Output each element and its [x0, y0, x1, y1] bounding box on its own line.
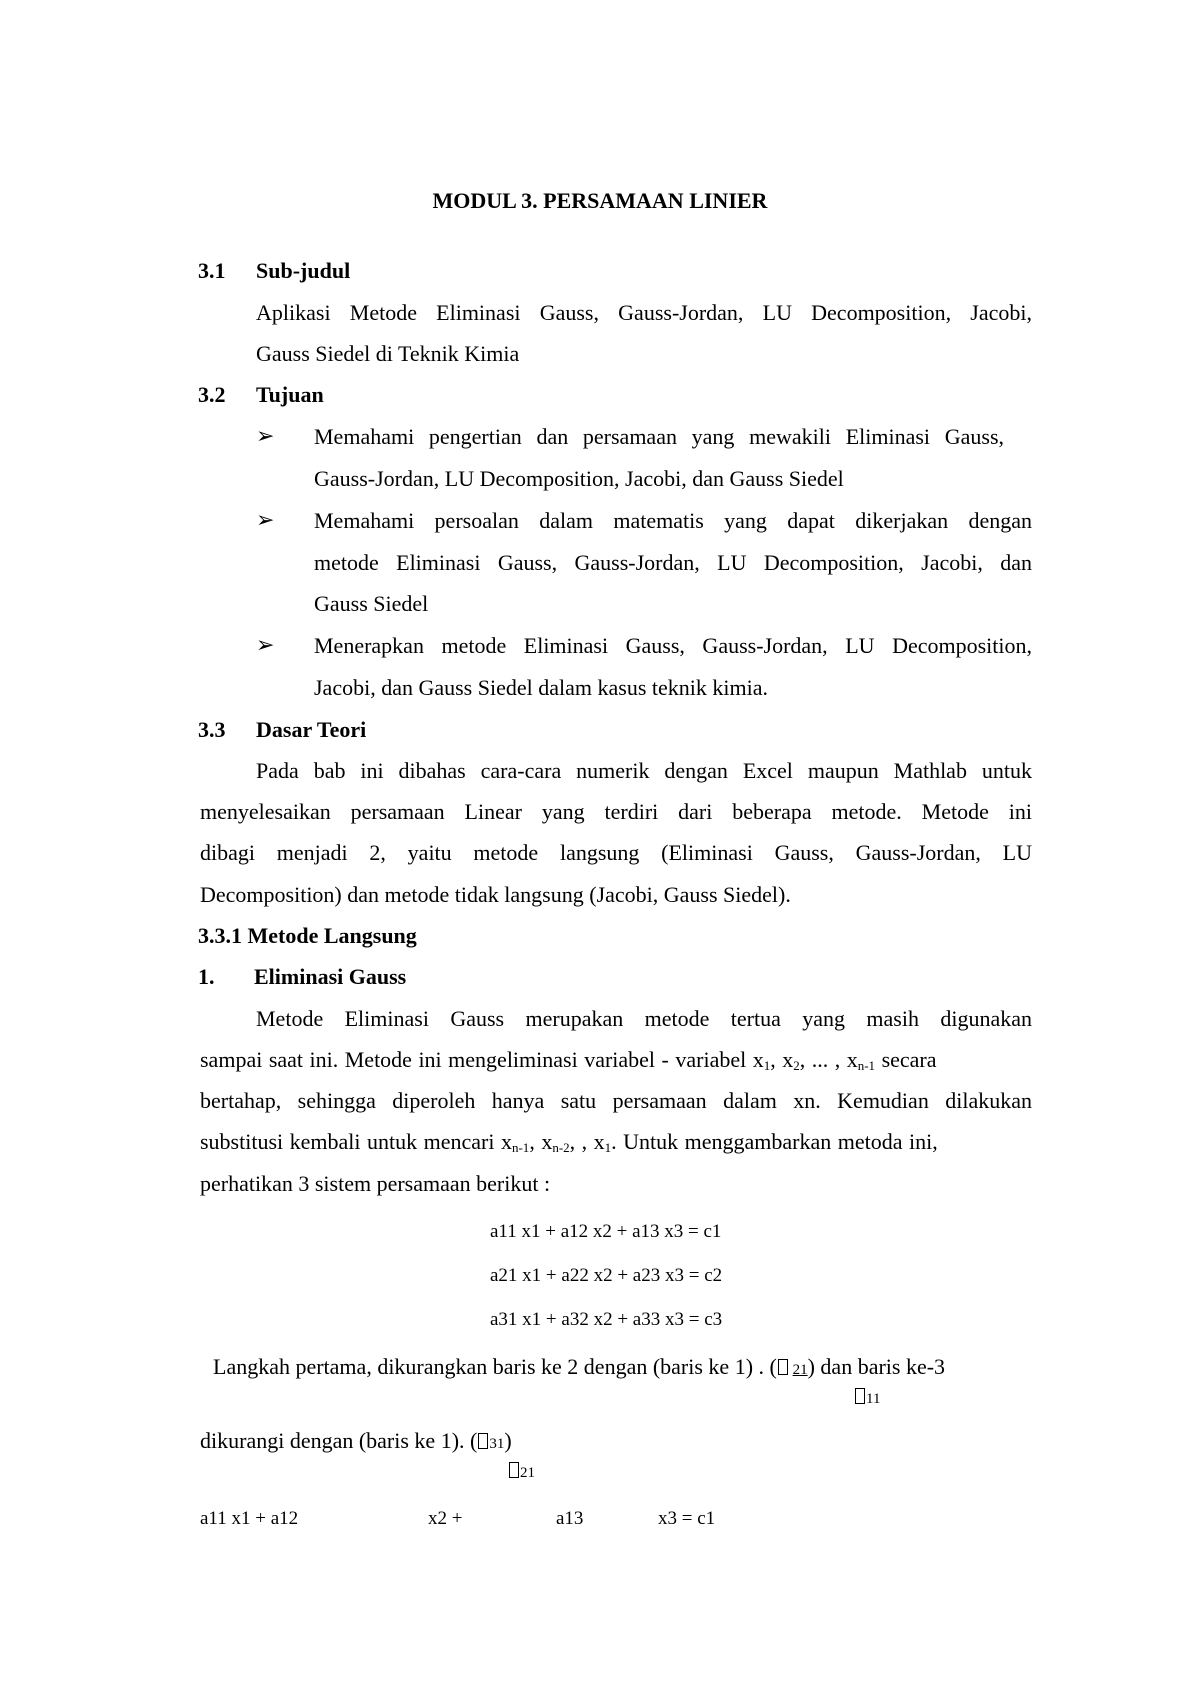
- last-row-term: x3 = c1: [658, 1508, 716, 1529]
- subscript: 2: [793, 1058, 800, 1073]
- objective-line: metode Eliminasi Gauss, Gauss-Jordan, LU Decomposition, Jacobi, dan: [314, 550, 1032, 575]
- subscript: 1: [604, 1140, 612, 1155]
- text-fragment: ) dan baris ke-3: [807, 1354, 946, 1379]
- theory-paragraph-line: Pada bab ini dibahas cara-cara numerik dengan Excel maupun Mathlab untuk: [256, 758, 1032, 783]
- gauss-paragraph-line: bertahap, sehingga diperoleh hanya satu persamaan dalam xn. Kemudian dilakukan: [200, 1088, 1032, 1113]
- step-line-1: [213, 1354, 945, 1380]
- theory-paragraph-line: Decomposition) dan metode tidak langsung (Jacobi, Gauss Siedel).: [200, 882, 791, 907]
- fraction-numerator: [777, 1362, 808, 1378]
- theory-paragraph-line: dibagi menjadi 2, yaitu metode langsung (Eliminasi Gauss, Gauss-Jordan, LU: [200, 840, 1032, 865]
- fraction-numerator: [477, 1436, 504, 1452]
- text-fragment: , ... , x: [799, 1047, 858, 1072]
- text-fragment: , x: [529, 1129, 553, 1154]
- denominator-text: 21: [520, 1465, 535, 1481]
- section-3-1-line: Aplikasi Metode Eliminasi Gauss, Gauss-Jordan, LU Decomposition, Jacobi,: [256, 300, 1032, 325]
- section-3-3-heading: Dasar Teori: [256, 717, 367, 742]
- objective-line: Gauss-Jordan, LU Decomposition, Jacobi, dan Gauss Siedel: [314, 466, 844, 491]
- theory-paragraph-line: menyelesaikan persamaan Linear yang terdiri dari beberapa metode. Metode ini: [200, 799, 1032, 824]
- numerator-text: 31: [489, 1436, 505, 1452]
- numerator-text: 21: [792, 1362, 808, 1378]
- objective-line: Jacobi, dan Gauss Siedel dalam kasus teknik kimia.: [314, 675, 768, 700]
- equation-3: a31 x1 + a32 x2 + a33 x3 = c3: [490, 1309, 723, 1330]
- symbol-box-icon: [509, 1462, 519, 1478]
- equation-2: a21 x1 + a22 x2 + a23 x3 = c2: [490, 1265, 723, 1286]
- subscript: n-1: [511, 1140, 530, 1155]
- text-fragment: substitusi kembali untuk mencari x: [200, 1129, 512, 1154]
- equation-1: a11 x1 + a12 x2 + a13 x3 = c1: [490, 1221, 722, 1242]
- text-fragment: , x: [770, 1047, 794, 1072]
- text-fragment: Langkah pertama, dikurangkan baris ke 2 dengan (baris ke 1) . (: [213, 1354, 777, 1379]
- objective-line: Memahami pengertian dan persamaan yang mewakili Eliminasi Gauss,: [314, 424, 1004, 449]
- text-fragment: secara: [875, 1047, 937, 1072]
- last-row-term: a13: [556, 1508, 584, 1529]
- item-1-heading: Eliminasi Gauss: [254, 964, 407, 989]
- bullet-arrow-icon: ➢: [256, 632, 275, 657]
- gauss-paragraph-line: Metode Eliminasi Gauss merupakan metode tertua yang masih digunakan: [256, 1006, 1032, 1031]
- objective-line: Memahami persoalan dalam matematis yang dapat dikerjakan dengan: [314, 508, 1032, 533]
- symbol-box-icon: [478, 1433, 488, 1449]
- fraction-denominator: [854, 1388, 880, 1408]
- page-title: MODUL 3. PERSAMAAN LINIER: [432, 188, 768, 213]
- subsection-3-3-1-heading: 3.3.1 Metode Langsung: [198, 923, 417, 948]
- subscript: 1: [763, 1058, 771, 1073]
- text-fragment: dikurangi dengan (baris ke 1). (: [200, 1428, 478, 1453]
- fraction-denominator: [508, 1462, 535, 1482]
- last-row-term: a11 x1 + a12: [200, 1508, 299, 1529]
- text-fragment: sampai saat ini. Metode ini mengeliminasi variabel - variabel x: [200, 1047, 764, 1072]
- subscript: n-1: [857, 1058, 876, 1073]
- subscript: n-2: [552, 1140, 570, 1155]
- section-3-2-number: 3.2: [198, 382, 226, 407]
- section-3-1-heading: Sub-judul: [256, 258, 351, 283]
- section-3-2-heading: Tujuan: [256, 382, 324, 407]
- text-fragment: , , x: [569, 1129, 605, 1154]
- gauss-paragraph-line: [200, 1047, 1032, 1074]
- objective-line: Gauss Siedel: [314, 591, 429, 616]
- step-line-2: [200, 1428, 512, 1454]
- section-3-1-number: 3.1: [198, 258, 226, 283]
- item-1-number: 1.: [198, 964, 215, 989]
- objective-line: Menerapkan metode Eliminasi Gauss, Gauss-Jordan, LU Decomposition,: [314, 633, 1032, 658]
- symbol-box-icon: [855, 1388, 865, 1404]
- gauss-paragraph-line: [200, 1129, 938, 1156]
- section-3-1-line: Gauss Siedel di Teknik Kimia: [256, 341, 520, 366]
- gauss-paragraph-line: perhatikan 3 sistem persamaan berikut :: [200, 1171, 551, 1196]
- text-fragment: . Untuk menggambarkan metoda ini,: [611, 1129, 938, 1154]
- symbol-box-icon: [778, 1359, 788, 1375]
- denominator-text: 11: [866, 1391, 881, 1407]
- bullet-arrow-icon: ➢: [256, 423, 275, 448]
- last-row-term: x2 +: [428, 1508, 463, 1529]
- bullet-arrow-icon: ➢: [256, 507, 275, 532]
- text-fragment: ): [504, 1428, 512, 1453]
- section-3-3-number: 3.3: [198, 717, 226, 742]
